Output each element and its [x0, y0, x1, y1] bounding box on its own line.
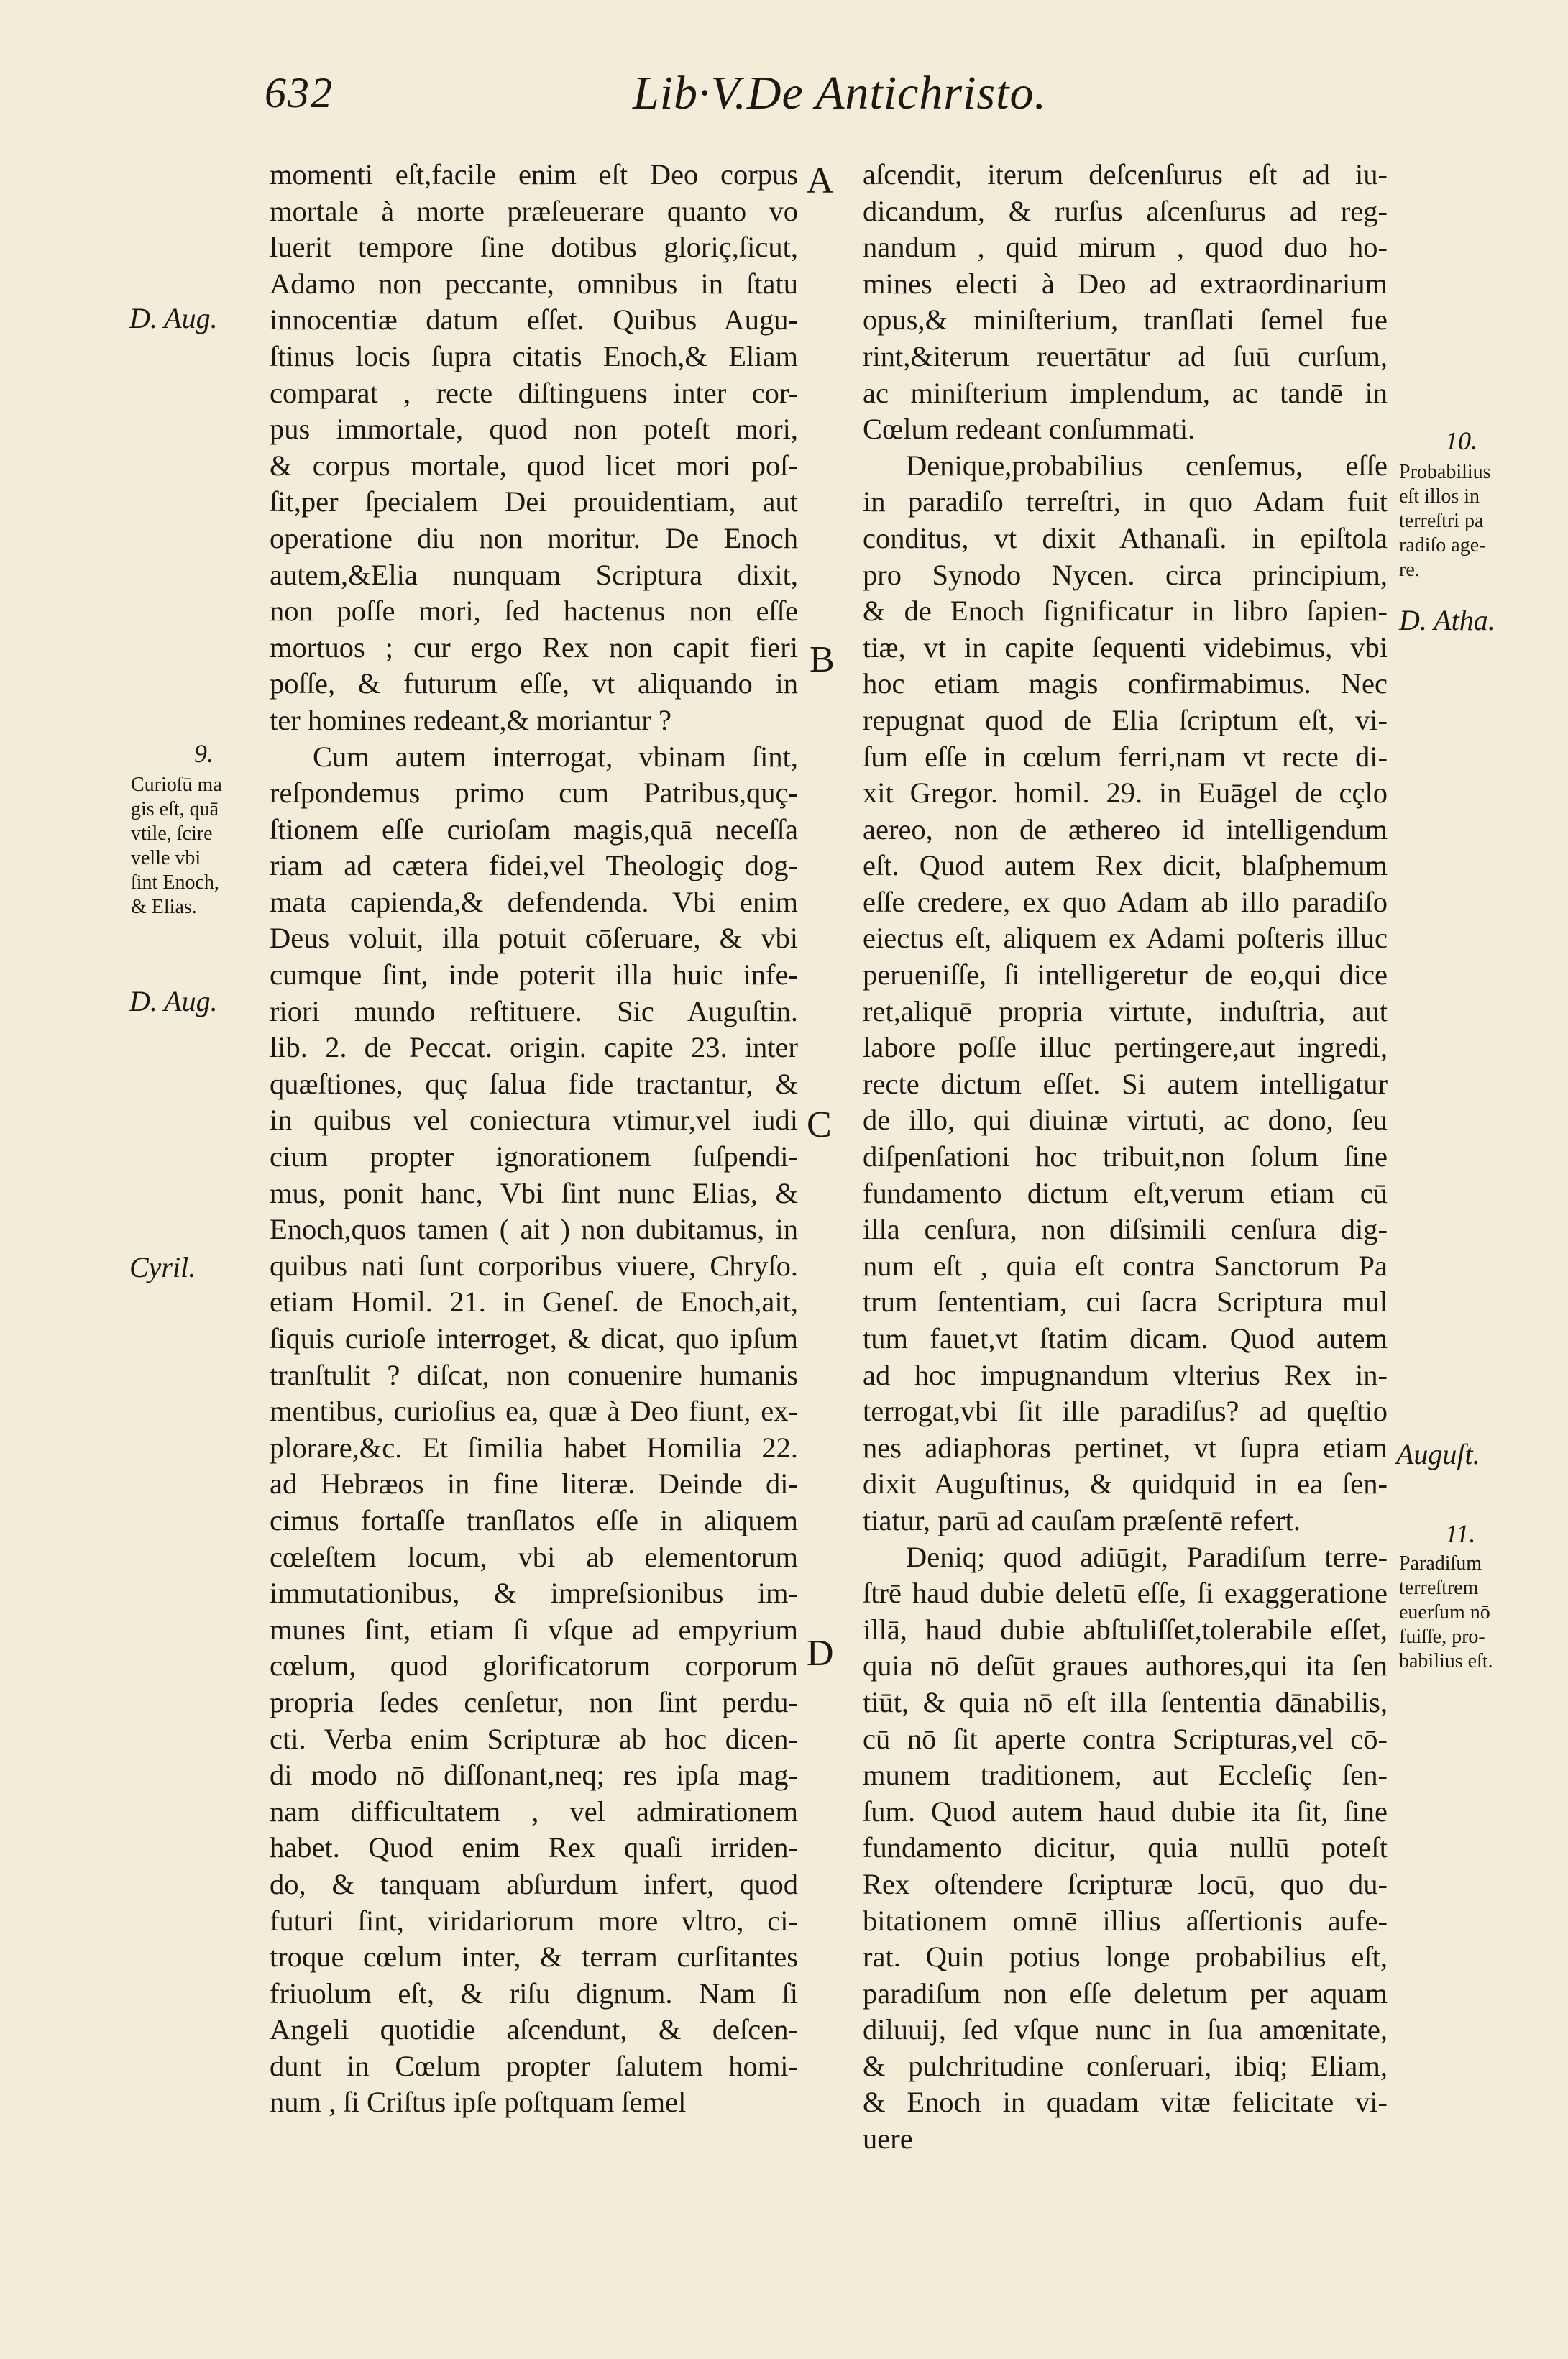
text-line: ret,aliquē propria virtute, induſtria, aut — [863, 994, 1388, 1027]
text-line: & Enoch in quadam vitæ felicitate vi- — [863, 2086, 1388, 2119]
text-line: lib. 2. de Peccat. origin. capite 23. inter — [270, 1031, 798, 1064]
text-line: recte dictum eſſet. Si autem intelligatur — [863, 1067, 1388, 1100]
text-line: illa cenſura, non diſsimili cenſura dig- — [863, 1213, 1388, 1246]
text-line: non poſſe mori, ſed hactenus non eſſe — [270, 595, 798, 628]
text-line: ad hoc impugnandum vlterius Rex in- — [863, 1358, 1388, 1391]
text-line: num , ſi Criſtus ipſe poſtquam ſemel — [270, 2086, 687, 2119]
text-line: Deniq; quod adiūgit, Paradiſum terre- — [906, 1540, 1388, 1573]
text-line: aſcendit, iterum deſcenſurus eſt ad iu- — [863, 158, 1388, 191]
text-line: Cœlum redeant conſummati. — [863, 413, 1196, 446]
text-line: eiectus eſt, aliquem ex Adami poſteris illuc — [863, 922, 1388, 955]
margin-right-num-11 — [1445, 1521, 1475, 1549]
text-line: comparat , recte diſtinguens inter cor- — [270, 376, 798, 409]
text-line: dixit Auguſtinus, & quidquid in ea ſen- — [863, 1467, 1388, 1501]
text-line: ſit,per ſpecialem Dei prouidentiam, aut — [270, 485, 798, 518]
text-line: pus immortale, quod non poteſt mori, — [270, 413, 798, 446]
text-line: eſſe credere, ex quo Adam ab illo paradiſo — [863, 885, 1388, 918]
margin-left-aug-1 — [129, 302, 218, 334]
text-line: uere — [863, 2122, 913, 2156]
text-line: munes ſint, etiam ſi vſque ad empyrium — [270, 1613, 798, 1646]
text-line: reſpondemus primo cum Patribus,quç- — [270, 777, 798, 810]
text-line: in paradiſo terreſtri, in quo Adam fuit — [863, 485, 1388, 518]
text-line: labore poſſe illuc pertingere,aut ingredi, — [863, 1031, 1388, 1064]
left-text-column — [270, 157, 798, 2121]
text-line: mata capienda,& defendenda. Vbi enim — [270, 885, 798, 918]
text-line: habet. Quod enim Rex quaſi irriden- — [270, 1831, 798, 1864]
margin-left-aug-2 — [129, 985, 218, 1017]
text-line: dicandum, & rurſus aſcenſurus ad reg- — [863, 194, 1388, 227]
text-line: immutationibus, & impreſsionibus im- — [270, 1577, 798, 1610]
text-line: cœleſtem locum, vbi ab elementorum — [270, 1540, 798, 1573]
text-line: ſum eſſe in cœlum ferri,nam vt recte di- — [863, 740, 1388, 773]
running-head: Lib·V.De Antichristo. — [633, 67, 1047, 119]
text-line: operatione diu non moritur. De Enoch — [270, 521, 798, 554]
text-line: mortuos ; cur ergo Rex non capit fieri — [270, 631, 798, 664]
text-line: terrogat,vbi ſit ille paradiſus? ad quęſtio — [863, 1395, 1388, 1428]
margin-right-note-10 — [1399, 460, 1528, 582]
text-line: autem,&Elia nunquam Scriptura dixit, — [270, 558, 798, 591]
text-line: Enoch,quos tamen ( ait ) non dubitamus, in — [270, 1213, 798, 1246]
text-line: cœlum, quod glorificatorum corporum — [270, 1649, 798, 1682]
text-line: nes adiaphoras pertinet, vt ſupra etiam — [863, 1431, 1388, 1464]
margin-note-text: Probabilius eſt illos in terreſtri pa radiſo age- re. — [1399, 461, 1491, 581]
text-line: tiæ, vt in capite ſequenti videbimus, vbi — [863, 631, 1388, 664]
text-line: plorare,&c. Et ſimilia habet Homilia 22. — [270, 1431, 798, 1464]
text-line: fundamento dictum eſt,verum etiam cū — [863, 1176, 1388, 1209]
text-line: mortale à morte præſeuerare quanto vo — [270, 194, 798, 227]
text-line: perueniſſe, ſi intelligeretur de eo,qui dice — [863, 958, 1388, 991]
text-line: bitationem omnē illius aſſertionis aufe- — [863, 1904, 1388, 1937]
text-line: dunt in Cœlum propter ſalutem homi- — [270, 2049, 798, 2082]
text-line: nam difficultatem , vel admirationem — [270, 1795, 798, 1828]
text-line: rat. Quin potius longe probabilius eſt, — [863, 1941, 1388, 1974]
text-line: di modo nō diſſonant,neq; res ipſa mag- — [270, 1759, 798, 1792]
text-line: & pulchritudine conſeruari, ibiq; Eliam, — [863, 2049, 1388, 2082]
text-line: de illo, qui diuinæ virtuti, ac dono, ſeu — [863, 1104, 1388, 1137]
margin-right-num-10 — [1445, 428, 1477, 456]
margin-citation: D. Aug. — [129, 302, 218, 334]
text-line: in quibus vel coniectura vtimur,vel iudi — [270, 1104, 798, 1137]
text-line: tum fauet,vt ſtatim dicam. Quod autem — [863, 1322, 1388, 1355]
section-letter-c: C — [807, 1104, 832, 1145]
right-text-column — [863, 157, 1388, 2158]
text-line: tiatur, parū ad cauſam præſentē refert. — [863, 1503, 1301, 1536]
text-line: rint,&iterum reuertātur ad ſuū curſum, — [863, 339, 1388, 372]
text-line: mines electi à Deo ad extraordinarium — [863, 267, 1388, 300]
text-line: fundamento dicitur, quia nullū poteſt — [863, 1831, 1388, 1864]
margin-left-note-9 — [131, 773, 260, 920]
section-letter-a: A — [807, 160, 834, 201]
text-line: mus, ponit hanc, Vbi ſint nunc Elias, & — [270, 1176, 798, 1209]
text-line: Adamo non peccante, omnibus in ſtatu — [270, 267, 798, 300]
text-line: munem traditionem, aut Eccleſiç ſen- — [863, 1759, 1388, 1792]
text-line: Cum autem interrogat, vbinam ſint, — [313, 740, 798, 773]
margin-right-note-11 — [1399, 1552, 1528, 1674]
text-line: Rex oſtendere ſcripturæ locū, quo du- — [863, 1867, 1388, 1900]
text-line: cimus fortaſſe tranſlatos eſſe in aliquem — [270, 1503, 798, 1536]
text-line: propria ſedes cenſetur, non ſint perdu- — [270, 1685, 798, 1718]
text-line: diluuij, ſed vſque nunc in ſua amœnitate, — [863, 2013, 1388, 2046]
margin-section-number: 11. — [1445, 1519, 1476, 1548]
text-line: mentibus, curioſius ea, quæ à Deo fiunt, ex- — [270, 1395, 798, 1428]
text-line: cū nō ſit aperte contra Scripturas,vel cō- — [863, 1722, 1388, 1755]
text-line: luerit tempore ſine dotibus gloriç,ſicut, — [270, 231, 798, 264]
text-line: futuri ſint, viridariorum more vltro, ci- — [270, 1904, 798, 1937]
margin-left-cyril — [129, 1251, 196, 1283]
text-line: ſiquis curioſe interroget, & dicat, quo ipſum — [270, 1322, 798, 1355]
text-line: diſpenſationi hoc tribuit,non ſolum ſine — [863, 1140, 1388, 1173]
margin-note-text: Paradiſum terreſtrem euerſum nō fuiſſe, pro- babilius eſt. — [1399, 1552, 1493, 1672]
margin-section-number: 10. — [1445, 426, 1477, 455]
margin-citation: Auguſt. — [1396, 1438, 1480, 1470]
text-line: trum ſententiam, cui ſacra Scriptura mul — [863, 1286, 1388, 1319]
margin-citation: D. Aug. — [129, 985, 218, 1017]
text-line: hoc etiam magis confirmabimus. Nec — [863, 667, 1388, 700]
text-line: tiūt, & quia nō eſt illa ſententia dānabilis, — [863, 1685, 1388, 1718]
text-line: Denique,probabilius cenſemus, eſſe — [906, 449, 1388, 482]
text-line: Deus voluit, illa potuit cōſeruare, & vbi — [270, 922, 798, 955]
text-line: aereo, non de æthereo id intelligendum — [863, 812, 1388, 846]
text-line: innocentiæ datum eſſet. Quibus Augu- — [270, 303, 798, 336]
text-line: do, & tanquam abſurdum infert, quod — [270, 1867, 798, 1900]
text-line: ſtinus locis ſupra citatis Enoch,& Eliam — [270, 339, 798, 372]
section-letter-b: B — [810, 639, 835, 680]
text-line: & de Enoch ſignificatur in libro ſapien- — [863, 595, 1388, 628]
text-line: tranſtulit ? diſcat, non conuenire humanis — [270, 1358, 798, 1391]
text-line: momenti eſt,facile enim eſt Deo corpus — [270, 158, 798, 191]
margin-citation: Cyril. — [129, 1251, 196, 1283]
text-line: quibus nati ſunt corporibus viuere, Chryſo. — [270, 1249, 798, 1282]
text-line: opus,& miniſterium, tranſlati ſemel fue — [863, 303, 1388, 336]
text-line: cium propter ignorationem ſuſpendi- — [270, 1140, 798, 1173]
text-line: troque cœlum inter, & terram curſitantes — [270, 1941, 798, 1974]
text-line: ſum. Quod autem haud dubie ita ſit, ſine — [863, 1795, 1388, 1828]
text-line: riam ad cætera fidei,vel Theologiç dog- — [270, 849, 798, 882]
margin-note-text: Curioſū ma gis eſt, quā vtile, ſcire velle vbi ſint Enoch, & Elias. — [131, 774, 222, 918]
margin-left-num-9 — [194, 741, 214, 769]
section-letter-d: D — [807, 1633, 834, 1674]
text-line: poſſe, & futurum eſſe, vt aliquando in — [270, 667, 798, 700]
text-line: etiam Homil. 21. in Geneſ. de Enoch,ait, — [270, 1286, 798, 1319]
text-line: illā, haud dubie abſtuliſſet,tolerabile eſſet, — [863, 1613, 1388, 1646]
text-line: xit Gregor. homil. 29. in Euāgel de cçlo — [863, 777, 1388, 810]
text-line: riori mundo reſtituere. Sic Auguſtin. — [270, 994, 798, 1027]
text-line: friuolum eſt, & riſu dignum. Nam ſi — [270, 1976, 798, 2010]
margin-right-atha — [1399, 604, 1495, 636]
text-line: eſt. Quod autem Rex dicit, blaſphemum — [863, 849, 1388, 882]
text-line: conditus, vt dixit Athanaſi. in epiſtola — [863, 521, 1388, 554]
margin-right-august — [1396, 1438, 1480, 1470]
margin-section-number: 9. — [194, 739, 214, 768]
text-line: cumque ſint, inde poterit illa huic infe- — [270, 958, 798, 991]
text-line: ſtrē haud dubie deletū eſſe, ſi exaggeratione — [863, 1577, 1388, 1610]
text-line: nandum , quid mirum , quod duo ho- — [863, 231, 1388, 264]
text-line: repugnat quod de Elia ſcriptum eſt, vi- — [863, 703, 1388, 736]
text-line: ad Hebræos in fine literæ. Deinde di- — [270, 1467, 798, 1501]
text-line: pro Synodo Nycen. circa principium, — [863, 558, 1388, 591]
text-line: quæſtiones, quç ſalua fide tractantur, & — [270, 1067, 798, 1100]
text-line: num eſt , quia eſt contra Sanctorum Pa — [863, 1249, 1388, 1282]
text-line: ſtionem eſſe curioſam magis,quā neceſſa — [270, 812, 798, 846]
text-line: & corpus mortale, quod licet mori poſ- — [270, 449, 798, 482]
page-number: 632 — [265, 69, 334, 116]
text-line: ter homines redeant,& moriantur ? — [270, 703, 671, 736]
margin-citation: D. Atha. — [1399, 604, 1495, 636]
text-line: paradiſum non eſſe deletum per aquam — [863, 1976, 1388, 2010]
text-line: ac miniſterium implendum, ac tandē in — [863, 376, 1388, 409]
text-line: quia nō deſūt graues authores,qui ita ſen — [863, 1649, 1388, 1682]
text-line: Angeli quotidie aſcendunt, & deſcen- — [270, 2013, 798, 2046]
text-line: cti. Verba enim Scripturæ ab hoc dicen- — [270, 1722, 798, 1755]
